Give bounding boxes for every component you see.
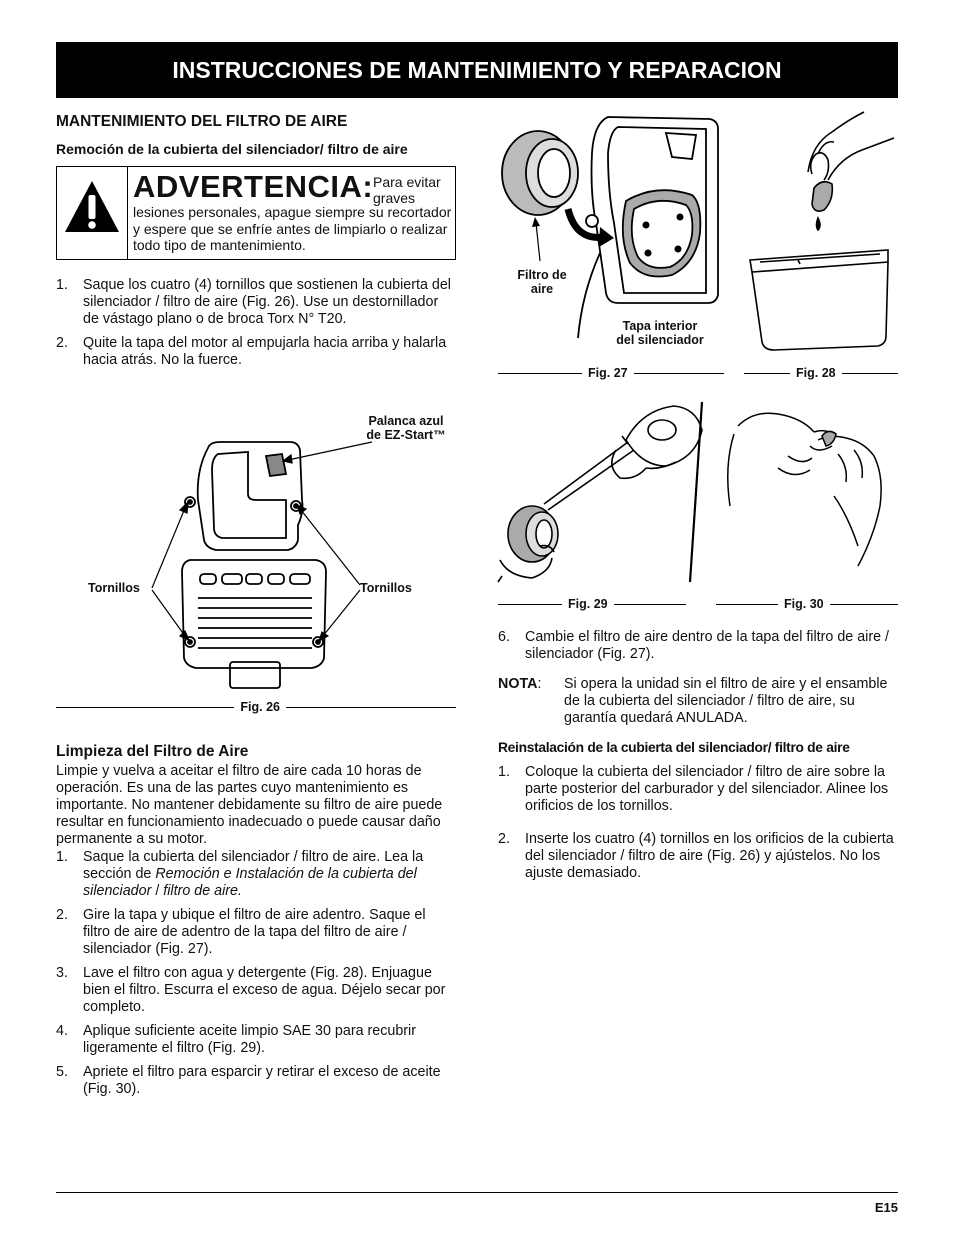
list-item: [498, 764, 898, 815]
step-text: Gire la tapa y ubique el filtro de aire adentro. Saque el filtro de aire de adentro de la tapa del filtro de aire / silenciador (Fig. 27).: [83, 907, 426, 957]
callout-inner-cover: Tapa interior del silenciador: [616, 319, 704, 347]
fig29-caption: [498, 597, 686, 611]
fig-label: Fig. 26: [240, 700, 280, 714]
cleaning-title: Limpieza del Filtro de Aire: [56, 743, 249, 760]
step-text: Lave el filtro con agua y detergente (Fig. 28). Enjuague bien el filtro. Escurra el exceso de agua. Déjelo secar por completo.: [83, 965, 446, 1015]
step-text-italic: filtro de aire.: [163, 883, 242, 899]
replace-filter-step: [498, 629, 898, 663]
list-item: [56, 1064, 456, 1098]
fig-label: Fig. 29: [568, 597, 608, 611]
fig27-caption: [498, 366, 724, 380]
warning-triangle-icon: [62, 177, 122, 237]
fig-label: Fig. 30: [784, 597, 824, 611]
figure-divider-line: [684, 400, 704, 590]
fig28-illustration: [738, 110, 898, 355]
removal-steps: [56, 277, 456, 369]
step-number: 1.: [56, 849, 68, 865]
fig28-caption: [744, 366, 898, 380]
fig30-illustration: [718, 406, 898, 581]
list-item: [498, 629, 898, 663]
step-number: 1.: [498, 764, 510, 780]
note-label: NOTA: [498, 676, 538, 692]
step-number: 2.: [498, 831, 510, 847]
step-text: Inserte los cuatro (4) tornillos en los orificios de la cubierta del silenciador / filtro de aire (Fig. 26) y ajústelos. No los ajuste demasiado.: [525, 831, 894, 881]
step-number: 5.: [56, 1064, 68, 1080]
step-text: /: [151, 883, 164, 899]
reinstall-title: Reinstalación de la cubierta del silenciador/ filtro de aire: [498, 740, 850, 755]
cleaning-steps: [56, 849, 456, 1098]
section-title: MANTENIMIENTO DEL FILTRO DE AIRE: [56, 113, 348, 130]
callout-screws-right: Tornillos: [360, 581, 412, 595]
warning-box: [56, 166, 456, 260]
list-item: [56, 907, 456, 958]
callout-screws-left: Tornillos: [88, 581, 140, 595]
reinstall-steps: [498, 764, 898, 882]
step-number: 1.: [56, 277, 68, 293]
step-number: 2.: [56, 335, 68, 351]
step-number: 3.: [56, 965, 68, 981]
list-item: [56, 849, 456, 900]
note-colon: :: [537, 676, 542, 692]
list-item: [56, 335, 456, 369]
footer-rule: [56, 1192, 898, 1193]
page-header-title: INSTRUCCIONES DE MANTENIMIENTO Y REPARACION: [172, 56, 782, 83]
step-text-italic: Remoción e Instalación de la cubierta del silenciador: [83, 866, 417, 899]
step-text: Saque los cuatro (4) tornillos que sostienen la cubierta del silenciador / filtro de aire (Fig. 26). Use un destornillador de vástago plano o de broca Torx N° T20.: [83, 277, 451, 327]
muffler-cover-illustration: [140, 430, 440, 710]
fig-label: Fig. 27: [588, 366, 628, 380]
fig27-illustration: [496, 113, 726, 353]
page-number: E15: [874, 1200, 898, 1215]
step-text: Saque la cubierta del silenciador / filtro de aire. Lea la sección de: [83, 849, 424, 882]
step-text: Quite la tapa del motor al empujarla hacia arriba y halarla hacia atrás. No la fuerce.: [83, 335, 447, 368]
step-text: Coloque la cubierta del silenciador / filtro de aire sobre la parte posterior del carburador y del silenciador. Alinee los orificios de los tornillos.: [525, 764, 889, 814]
list-item: [498, 831, 898, 882]
cleaning-intro: Limpie y vuelva a aceitar el filtro de aire cada 10 horas de operación. Es una de las partes cuyo mantenimiento es importante. No mantener debidamente su filtro de aire puede resultar en funcionamiento inadecuado o puede causar daño permanente a su motor.: [56, 763, 443, 847]
fig30-caption: [716, 597, 898, 611]
fig-label: Fig. 28: [796, 366, 836, 380]
list-item: [56, 277, 456, 328]
subsection-title: Remoción de la cubierta del silenciador/ filtro de aire: [56, 141, 408, 157]
page-header-banner: [56, 42, 898, 98]
warning-short-text: Para evitar graves: [373, 174, 441, 206]
note-text: Si opera la unidad sin el filtro de aire y el ensamble de la cubierta del silenciador / filtro de aire, su garantía quedará ANULADA.: [564, 676, 888, 726]
callout-ez-start-lever: Palanca azul de EZ-Start™: [366, 414, 446, 442]
warning-icon-box: [57, 167, 128, 259]
step-number: 6.: [498, 629, 510, 645]
step-text: Cambie el filtro de aire dentro de la tapa del filtro de aire / silenciador (Fig. 27).: [525, 629, 889, 662]
warning-body: lesiones personales, apague siempre su recortador y espere que se enfríe antes de limpiarlo o realizar todo tipo de mantenimiento.: [133, 204, 452, 253]
fig26-caption: [56, 700, 456, 714]
step-number: 4.: [56, 1023, 68, 1039]
step-text: Apriete el filtro para esparcir y retirar el exceso de aceite (Fig. 30).: [83, 1064, 441, 1097]
step-text: Aplique suficiente aceite limpio SAE 30 para recubrir ligeramente el filtro (Fig. 29).: [83, 1023, 416, 1056]
warning-title: ADVERTENCIA:: [133, 169, 374, 204]
step-number: 2.: [56, 907, 68, 923]
callout-air-filter: Filtro de aire: [517, 268, 567, 296]
note-block: [498, 676, 898, 727]
list-item: [56, 1023, 456, 1057]
list-item: [56, 965, 456, 1016]
